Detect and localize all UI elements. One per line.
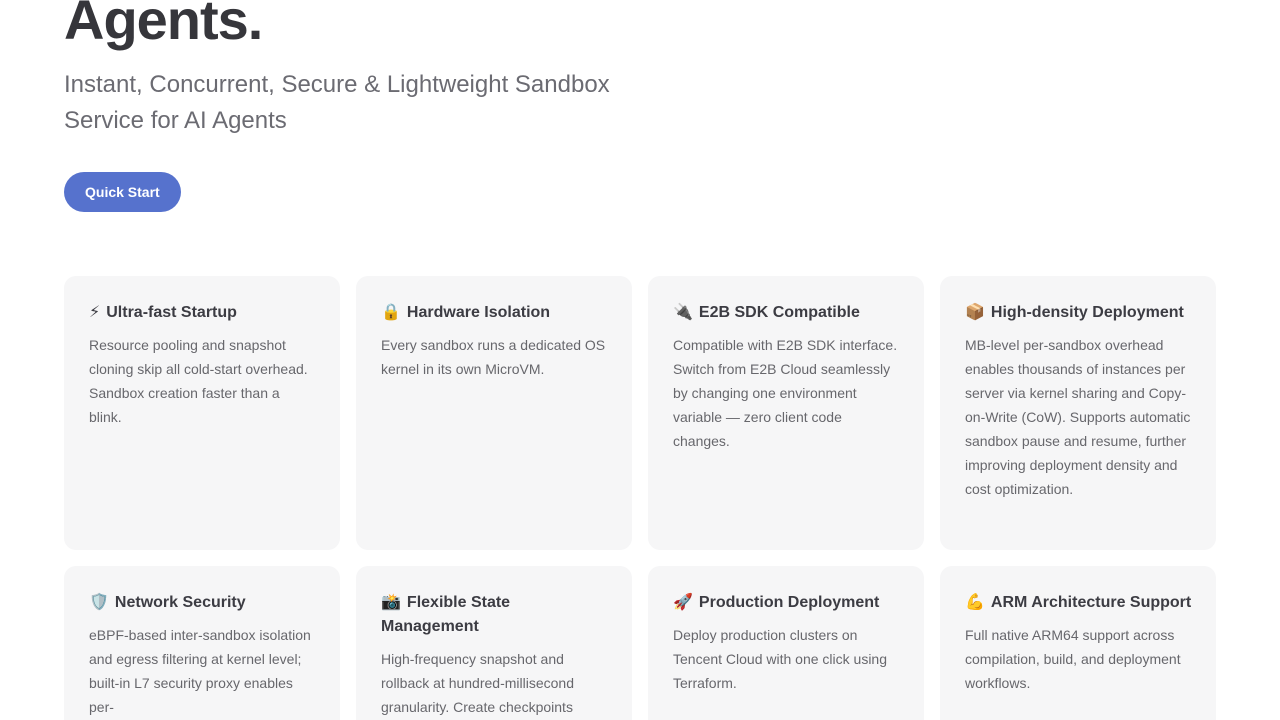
lock-icon: 🔒 [381, 302, 401, 321]
feature-card-flexible-state-management [356, 566, 632, 720]
feature-title-text: E2B SDK Compatible [698, 304, 860, 321]
feature-title-text: Network Security [114, 594, 246, 611]
feature-title [673, 590, 900, 615]
feature-description: Every sandbox runs a dedicated OS kernel in its own MicroVM. [381, 337, 606, 377]
feature-description: Resource pooling and snapshot cloning skip all cold-start overhead. Sandbox creation faster than a blink. [89, 337, 308, 425]
feature-card-high-density-deployment [940, 276, 1216, 550]
rocket-icon: 🚀 [673, 592, 693, 611]
feature-title-text: Flexible State Management [381, 594, 511, 635]
feature-title-text: High-density Deployment [990, 304, 1184, 321]
package-icon: 📦 [965, 302, 985, 321]
feature-description: Deploy production clusters on Tencent Cloud with one click using Terraform. [673, 627, 888, 691]
shield-icon: 🛡️ [89, 592, 109, 611]
feature-description: MB-level per-sandbox overhead enables thousands of instances per server via kernel sharing and Copy-on-Write (CoW). Supports automatic sandbox pause and resume, further improving deployment density and cost optimization. [965, 337, 1191, 497]
feature-title-text: Hardware Isolation [406, 304, 551, 321]
feature-description: High-frequency snapshot and rollback at hundred-millisecond granularity. Create checkpoints [381, 651, 574, 715]
flexed-biceps-icon: 💪 [965, 592, 985, 611]
hero-subtitle: Instant, Concurrent, Secure & Lightweight Sandbox Service for AI Agents [64, 71, 610, 134]
feature-title [89, 300, 316, 325]
lightning-icon: ⚡ [89, 302, 101, 321]
feature-title [89, 590, 316, 615]
feature-card-network-security [64, 566, 340, 720]
feature-description: eBPF-based inter-sandbox isolation and egress filtering at kernel level; built-in L7 security proxy enables per- [89, 627, 311, 715]
camera-flash-icon: 📸 [381, 592, 401, 611]
feature-title [381, 300, 608, 325]
feature-card-ultra-fast-startup [64, 276, 340, 550]
feature-title [673, 300, 900, 325]
feature-title-text: ARM Architecture Support [990, 594, 1192, 611]
feature-title [965, 590, 1192, 615]
feature-card-hardware-isolation [356, 276, 632, 550]
feature-card-production-deployment [648, 566, 924, 720]
feature-title-text: Ultra-fast Startup [106, 304, 237, 321]
feature-description: Compatible with E2B SDK interface. Switch from E2B Cloud seamlessly by changing one environment variable — zero client code changes. [673, 337, 898, 449]
feature-description: Full native ARM64 support across compilation, build, and deployment workflows. [965, 627, 1181, 691]
features-grid [64, 276, 1216, 720]
feature-card-arm-architecture-support [940, 566, 1216, 720]
hero-title: Agents. [64, 0, 263, 51]
feature-title [381, 590, 608, 639]
feature-title [965, 300, 1192, 325]
feature-card-e2b-sdk-compatible [648, 276, 924, 550]
quick-start-button[interactable]: Quick Start [64, 172, 181, 212]
feature-title-text: Production Deployment [698, 594, 880, 611]
plug-icon: 🔌 [673, 302, 693, 321]
